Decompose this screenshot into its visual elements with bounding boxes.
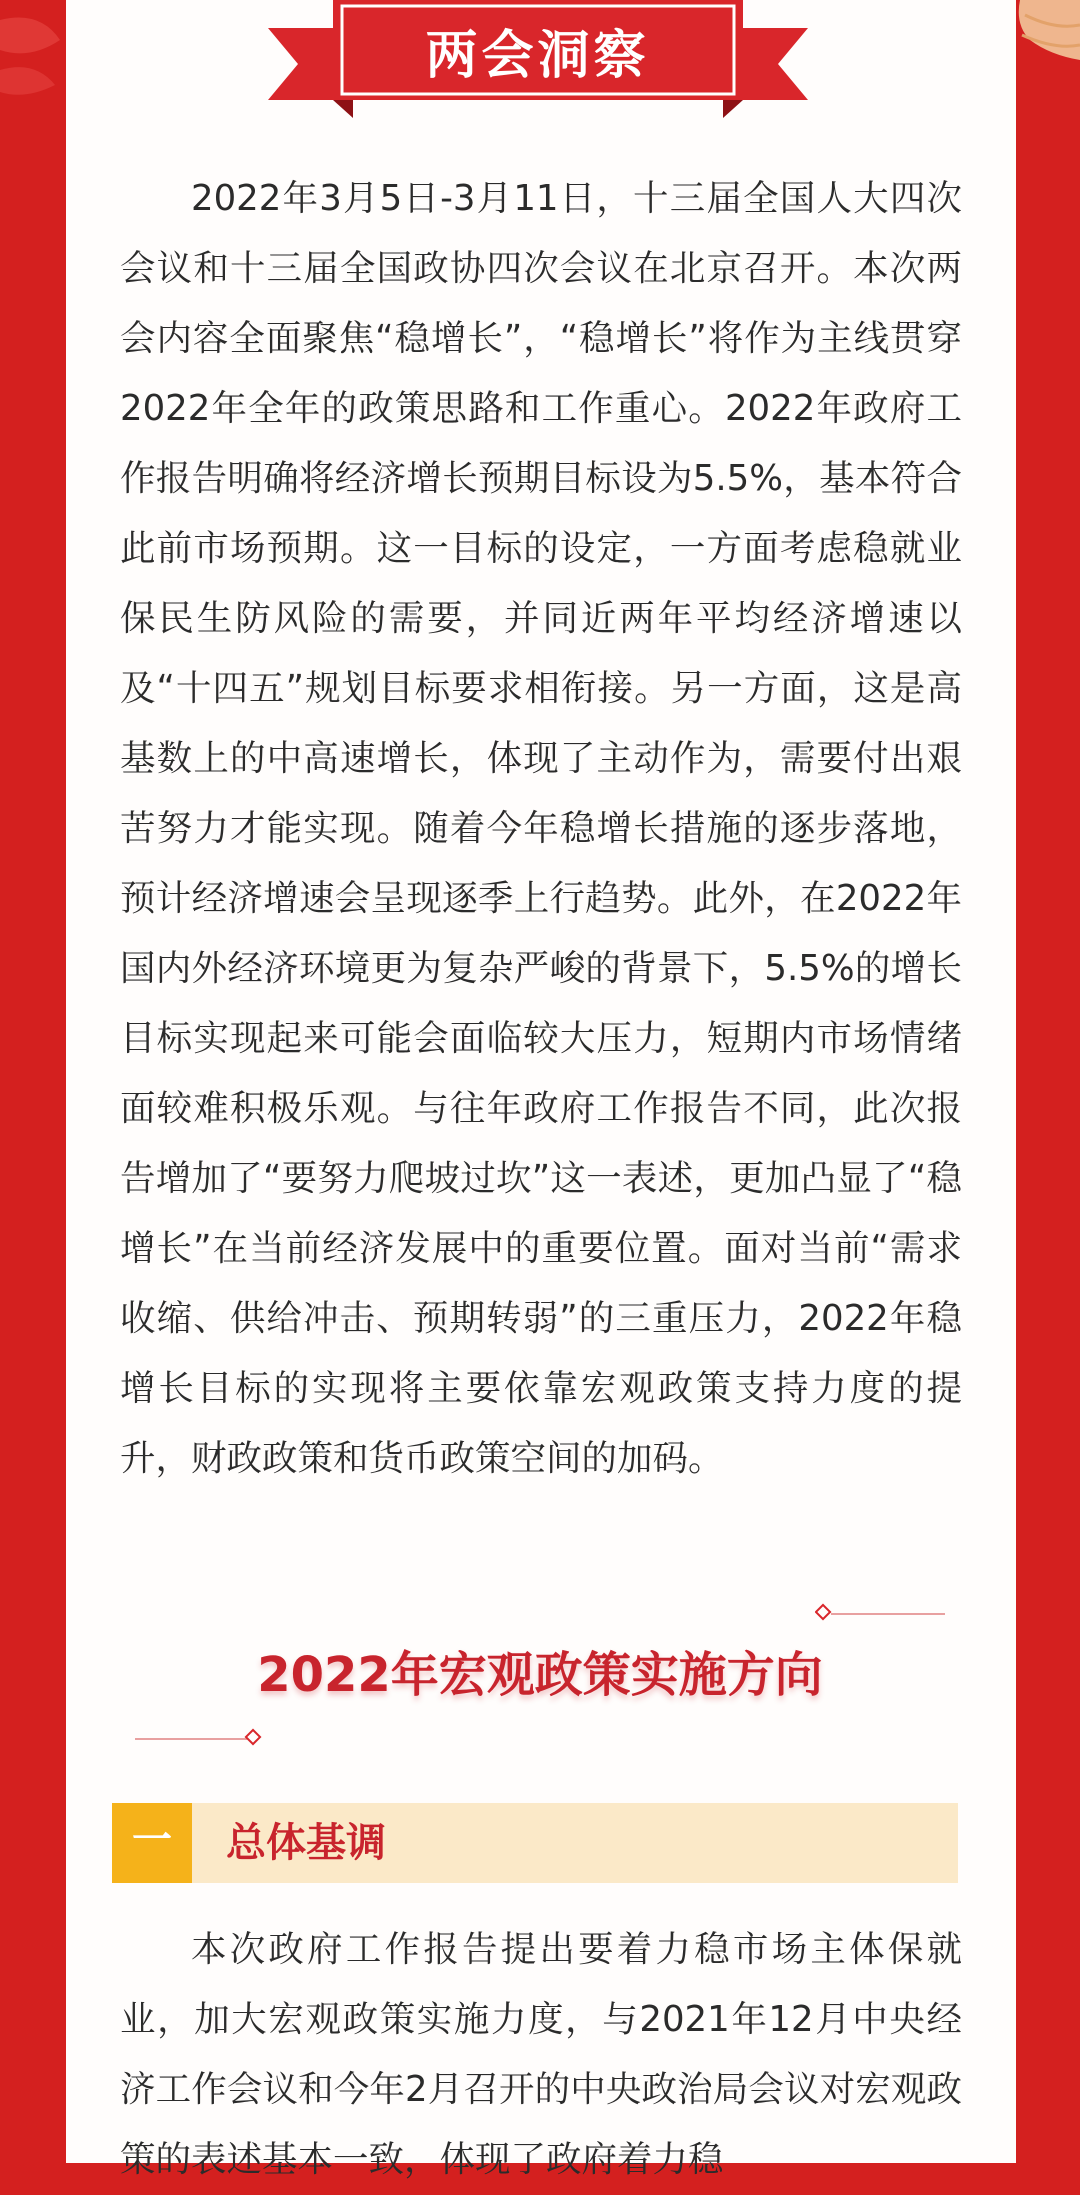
intro-paragraph: 2022年3月5日-3月11日，十三届全国人大四次会议和十三届全国政协四次会议在北京召开。本次两会内容全面聚焦“稳增长”，“稳增长”将作为主线贯穿2022年全年的政策思路和工作重心。2022年政府工作报告明确将经济增长预期目标设为5.5%，基本符合此前市场预期。这一目标的设定，一方面考虑稳就业保民生防风险的需要，并同近两年平均经济增速以及“十四五”规划目标要求相衔接。另一方面，这是高基数上的中高速增长，体现了主动作为，需要付出艰苦努力才能实现。随着今年稳增长措施的逐步落地，预计经济增速会呈现逐季上行趋势。此外，在2022年国内外经济环境更为复杂严峻的背景下，5.5%的增长目标实现起来可能会面临较大压力，短期内市场情绪面较难积极乐观。与往年政府工作报告不同，此次报告增加了“要努力爬坡过坎”这一表述，更加凸显了“稳增长”在当前经济发展中的重要位置。面对当前“需求收缩、供给冲击、预期转弱”的三重压力，2022年稳增长目标的实现将主要依靠宏观政策支持力度的提升，财政政策和货币政策空间的加码。 — [120, 178, 962, 1479]
subsection-header — [112, 1803, 958, 1883]
subsection-paragraph: 本次政府工作报告提出要着力稳市场主体保就业，加大宏观政策实施力度，与2021年12月中央经济工作会议和今年2月召开的中央政治局会议对宏观政策的表述基本一致，体现了政府着力稳 — [120, 1929, 962, 2180]
section-deco-line-bottom — [135, 1727, 265, 1751]
right-decoration — [1010, 0, 1080, 2163]
section-deco-line-top — [815, 1602, 945, 1626]
section-title: 2022年宏观政策实施方向 — [257, 1647, 823, 1703]
subsection-label: 总体基调 — [226, 1820, 386, 1866]
subsection-number-badge: 一 — [112, 1803, 192, 1883]
left-decoration — [0, 0, 70, 2163]
banner-title: 两会洞察 — [425, 26, 650, 86]
